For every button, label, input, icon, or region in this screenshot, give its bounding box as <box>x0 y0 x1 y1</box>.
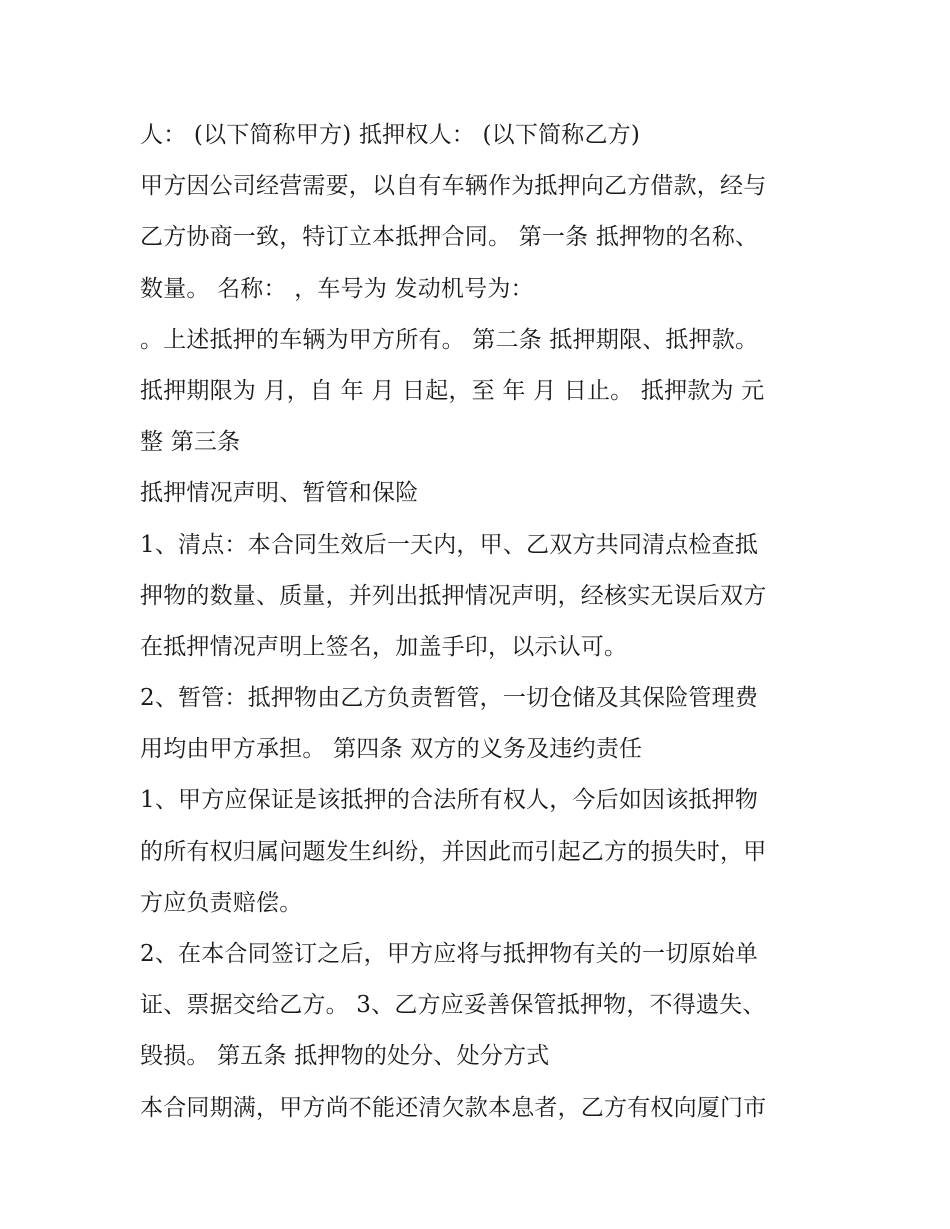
text-line-15: 的所有权归属问题发生纠纷，并因此而引起乙方的损失时，甲 <box>140 838 767 865</box>
text-line-1: 人： (以下简称甲方) 抵押权人： (以下简称乙方) <box>140 122 641 148</box>
text-line-18: 证、票据交给乙方。 3、乙方应妥善保管抵押物，不得遗失、 <box>140 992 766 1019</box>
text-line-5: 。上述抵押的车辆为甲方所有。 第二条 抵押期限、抵押款。 <box>140 326 759 353</box>
text-line-7: 整 第三条 <box>140 429 241 456</box>
text-line-3: 乙方协商一致，特订立本抵押合同。 第一条 抵押物的名称、 <box>140 224 759 251</box>
text-line-2: 甲方因公司经营需要，以自有车辆作为抵押向乙方借款，经与 <box>140 173 767 200</box>
text-line-17: 2、在本合同签订之后，甲方应将与抵押物有关的一切原始单 <box>140 941 759 967</box>
text-line-9: 1、清点：本合同生效后一天内，甲、乙双方共同清点检查抵 <box>140 531 759 558</box>
text-line-20: 本合同期满，甲方尚不能还清欠款本息者，乙方有权向厦门市 <box>140 1094 767 1121</box>
text-line-11: 在抵押情况声明上签名，加盖手印，以示认可。 <box>140 633 628 660</box>
document-body <box>140 110 830 1134</box>
text-line-10: 押物的数量、质量，并列出抵押情况声明，经核实无误后双方 <box>140 582 767 609</box>
text-line-16: 方应负责赔偿。 <box>140 889 303 916</box>
text-line-4: 数量。 名称： ，车号为 发动机号为： <box>140 275 534 302</box>
text-line-13: 用均由甲方承担。 第四条 双方的义务及违约责任 <box>140 736 643 763</box>
text-line-6: 抵押期限为 月，自 年 月 日起，至 年 月 日止。 抵押款为 元 <box>140 377 765 404</box>
text-line-12: 2、暂管：抵押物由乙方负责暂管，一切仓储及其保险管理费 <box>140 685 759 712</box>
text-line-8: 抵押情况声明、暂管和保险 <box>140 480 419 507</box>
text-line-19: 毁损。 第五条 抵押物的处分、处分方式 <box>140 1043 550 1070</box>
text-line-14: 1、甲方应保证是该抵押的合法所有权人，今后如因该抵押物 <box>140 787 759 814</box>
